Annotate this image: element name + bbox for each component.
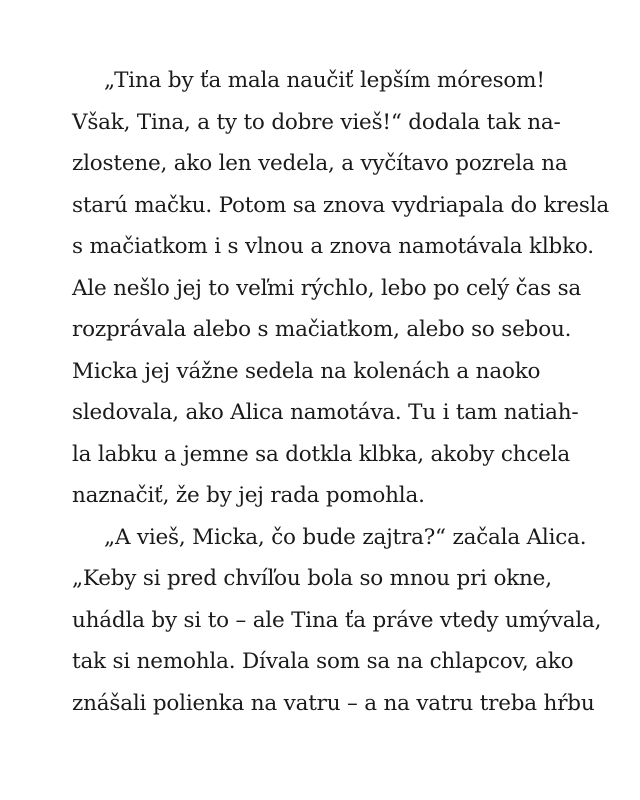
text-line: la labku a jemne sa dotkla klbka, akoby chcela: [72, 441, 570, 467]
text-line: s mačiatkom i s vlnou a znova namotávala klbko.: [72, 234, 594, 259]
text-line: Však, Tina, a ty to dobre vieš!“ dodala tak na-: [72, 109, 561, 135]
text-line: starú mačku. Potom sa znova vydriapala do kresla: [72, 192, 610, 218]
text-line: Ale nešlo jej to veľmi rýchlo, lebo po celý čas sa: [72, 275, 582, 301]
text-line: sledovala, ako Alica namotáva. Tu i tam natiah-: [72, 400, 579, 425]
body-text: [72, 60, 610, 724]
text-line: uhádla by si to – ale Tina ťa práve vtedy umývala,: [72, 607, 602, 633]
text-line: naznačiť, že by jej rada pomohla.: [72, 483, 425, 508]
text-line: „Tina by ťa mala naučiť lepším móresom!: [104, 68, 545, 93]
text-line: tak si nemohla. Dívala som sa na chlapcov, ako: [72, 649, 574, 674]
text-line: Micka jej vážne sedela na kolenách a naoko: [72, 358, 541, 384]
text-line: znášali polienka na vatru – a na vatru treba hŕbu: [72, 690, 595, 716]
text-line: „A vieš, Micka, čo bude zajtra?“ začala Alica.: [104, 524, 587, 550]
text-line: rozprávala alebo s mačiatkom, alebo so sebou.: [72, 317, 572, 342]
text-line: „Keby si pred chvíľou bola so mnou pri okne,: [72, 566, 552, 591]
text-line: zlostene, ako len vedela, a vyčítavo pozrela na: [72, 151, 568, 176]
